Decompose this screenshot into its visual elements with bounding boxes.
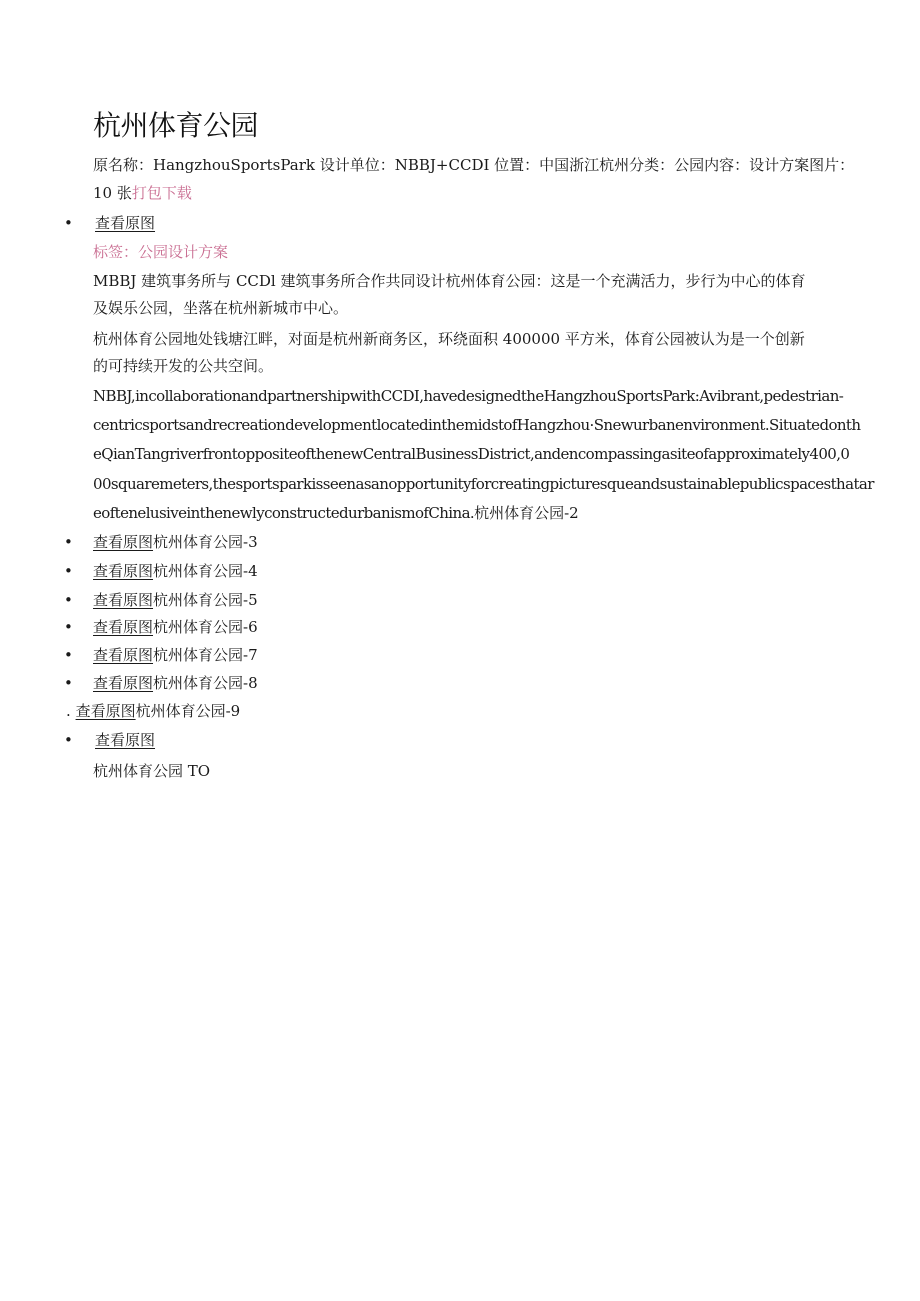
view-original-link[interactable]: 查看原图 (93, 674, 154, 692)
view-original-link[interactable]: 查看原图 (93, 533, 154, 551)
view-original-link-1[interactable] (95, 212, 155, 234)
tags-line: 标签：公园设计方案 (93, 243, 229, 261)
view-original-link-last[interactable] (95, 729, 155, 751)
list-marker: . (66, 702, 71, 720)
description-cn-line: 杭州体育公园地处钱塘江畔，对面是杭州新商务区，环绕面积 400000 平方米，体育公园被认为是一个创新 (93, 330, 805, 348)
bullet-icon: • (64, 674, 73, 692)
bullet-icon: • (64, 533, 73, 551)
list-item (93, 672, 258, 694)
list-item (66, 700, 240, 722)
view-original-link[interactable]: 查看原图 (93, 562, 154, 580)
description-cn-line: 及娱乐公园，坐落在杭州新城市中心。 (93, 299, 349, 317)
image-caption: 杭州体育公园-4 (153, 562, 258, 580)
list-item (93, 560, 258, 582)
view-original-text[interactable]: 查看原图 (95, 731, 156, 749)
bullet-icon: • (64, 646, 73, 664)
list-item (93, 531, 258, 553)
description-cn-line: 的可持续开发的公共空间。 (93, 357, 274, 375)
view-original-text[interactable]: 查看原图 (95, 214, 156, 232)
image-count: 10 张 (93, 184, 132, 202)
image-caption: 杭州体育公园-3 (153, 533, 258, 551)
image-caption: 杭州体育公园-5 (153, 591, 258, 609)
image-caption: 杭州体育公园-7 (153, 646, 258, 664)
page-title: 杭州体育公园 (93, 109, 259, 142)
bullet-icon: • (64, 591, 73, 609)
view-original-link[interactable]: 查看原图 (93, 618, 154, 636)
list-item (93, 644, 258, 666)
description-en-line: eoftenelusiveinthenewlyconstructedurbanismofChina. (93, 504, 475, 522)
description-en-line: NBBJ,incollaborationandpartnershipwithCCDI,havedesignedtheHangzhouSportsPark:Avibrant,pedestrian- (93, 387, 844, 405)
description-cn-line: MBBJ 建筑事务所与 CCDl 建筑事务所合作共同设计杭州体育公园：这是一个充满活力，步行为中心的体育 (93, 272, 806, 290)
list-item (93, 616, 258, 638)
project-meta-line1: 原名称：HangzhouSportsPark 设计单位：NBBJ+CCDI 位置：中国浙江杭州分类：公园内容：设计方案图片： (93, 156, 855, 174)
download-link[interactable]: 打包下载 (131, 184, 192, 202)
image-caption-2: 杭州体育公园-2 (474, 504, 579, 522)
final-caption: 杭州体育公园 TO (93, 762, 211, 780)
description-en-line: eQianTangriverfrontoppositeofthenewCentralBusinessDistrict,andencompassingasiteofapproximately400,0 (93, 445, 850, 463)
image-caption: 杭州体育公园-8 (153, 674, 258, 692)
description-en-line: centricsportsandrecreationdevelopmentlocatedinthemidstofHangzhou·Snewurbanenvironment.Situatedonth (93, 416, 861, 434)
description-en-line: 00squaremeters,thesportsparkisseenasanopportunityforcreatingpicturesqueandsustainablepublicspacesthatar (93, 475, 874, 493)
bullet-icon: • (64, 618, 73, 636)
view-original-link[interactable]: 查看原图 (75, 702, 136, 720)
view-original-link[interactable]: 查看原图 (93, 591, 154, 609)
project-meta-line2 (93, 182, 192, 204)
view-original-link[interactable]: 查看原图 (93, 646, 154, 664)
description-en-last-line (93, 502, 579, 524)
image-caption: 杭州体育公园-9 (135, 702, 241, 720)
bullet-icon: • (64, 731, 73, 749)
image-caption: 杭州体育公园-6 (153, 618, 258, 636)
bullet-icon: • (64, 562, 73, 580)
list-item (93, 589, 258, 611)
bullet-icon: • (64, 214, 73, 232)
